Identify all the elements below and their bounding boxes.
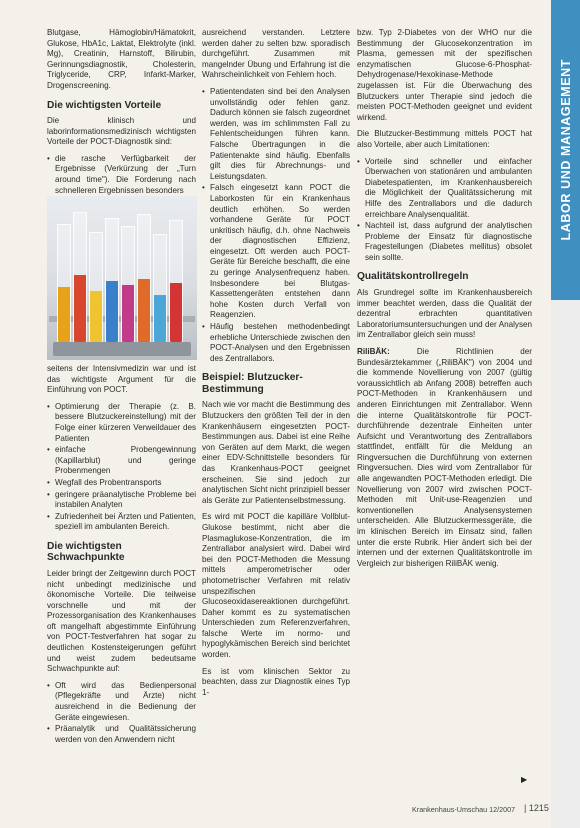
advantages-intro: Die klinisch und laborinformationsmedizinisch wichtigsten Vorteile der POCT-Diagnostik sind: xyxy=(47,116,196,147)
sidebar-strip xyxy=(551,0,580,828)
list-item: • geringere präanalytische Probleme bei instabilen Analyten xyxy=(47,490,196,511)
sidebar-title: LABOR UND MANAGEMENT xyxy=(558,59,573,241)
list-item: • Wegfall des Probentransports xyxy=(47,478,196,489)
limitations-intro: Die Blutzucker-Bestimmung mittels POCT hat also Vorteile, aber auch Limitationen: xyxy=(357,129,532,149)
advantages-list-part1 xyxy=(47,154,196,196)
column-3 xyxy=(357,28,532,575)
example-paragraph-1: Nach wie vor macht die Bestimmung des Blutzuckers den größten Teil der in den Krankenhäusern eingesetzten POCT-Bestimmungen aus. Dabei ist eine Reihe von Geräten auf dem Markt, die wegen einer EDV-Schnittstelle besonders für das Krankenhaus-POCT geeignet erscheinen. Sie sind jedoch zur analytischen Sicht nicht prinzipiell besser als Geräte zur Patientenselbstmessung. xyxy=(202,400,350,505)
list-item: • Präanalytik und Qualitätssicherung werden von den Anwendern nicht xyxy=(47,724,196,745)
list-item: • Falsch eingesetzt kann POCT die Laborkosten für ein Krankenhaus deutlich erhöhen. So werden vorhandene Geräte für POCT unkritisch häufig, d.h. ohne Nachweis der diagnostischen Effizienz, eingesetzt. Oft werden auch POCT-Geräte für Bereiche beschafft, die eine zu geringe Analysenfrequenz haben. Insbesondere bei Blutgas-Kassettengeräten entstehen dann hohe Kosten durch Verfall von Reagenzien. xyxy=(202,183,350,321)
quality-paragraph: Als Grundregel sollte im Krankenhausbereich immer beachtet werden, dass die Qualität der dezentral erbrachten quantitativen Laboratoriumsuntersuchungen und der Analysen im Zentrallabor gleich sein muss! xyxy=(357,287,532,340)
list-item: • Oft wird das Bedienpersonal (Pflegekräfte und Ärzte) nicht ausreichend in die Bedienung der Geräte eingewiesen. xyxy=(47,681,196,723)
test-tube xyxy=(121,226,135,346)
column-2 xyxy=(202,28,350,704)
test-tube xyxy=(89,232,103,346)
rilibaek-text: Die Richtlinien der Bundesärztekammer („RiliBÄK") von 2004 und die kommende Novellierung von 2007 (gültig voraussichtlich ab Anfang 2008) betreffen auch POCT-Methoden in Krankenhäusern und anderen Einrichtungen mit Zentrallabor. Wenn die interne Qualitätskontrolle für POCT-durchführende dezentrale Einheiten unter Aufsicht und Verantwortung des Zentrallabors stattfindet, entfällt für die Meldung an Ringversuchen die Durchführung von externen Ringversuchen. Dies wird vom Zentrallabor für alle angewandten POCT-Methoden erledigt. Die Novellierung von 2007 wird zwischen POCT-Methoden mit Unit-use-Reagenzien und konventionellen Analysensystemen unterscheiden. Alle Blutzuckermessgeräte, die im klinischen Bereich im Einsatz sind, fallen unter die erste Rubrik. Hier ändert sich bei der internen und der externen Qualitätskontrolle im Vergleich zur bisherigen RiliBÄK wenig. xyxy=(357,346,532,568)
list-item: • die rasche Verfügbarkeit der Ergebnisse (Verkürzung der „Turn around time"). Die Forderung nach schnelleren Ergebnissen besonders xyxy=(47,154,196,196)
test-tube xyxy=(73,212,87,346)
rilibaek-paragraph xyxy=(357,347,532,569)
intro-paragraph: Blutgase, Hämoglobin/Hämatokrit, Glukose, HbA1c, Laktat, Elektrolyte (inkl. Mg), Creatinin, Harnstoff, Bilirubin, Gerinnungsdiagnostik, Cholesterin, Triglyceride, CRP, Infarkt-Marker, Drogenscreening. xyxy=(47,28,196,90)
advantage-continuation: seitens der Intensivmedizin war und ist das wichtigste Argument für die Einführung von POCT. xyxy=(47,364,196,395)
test-tube xyxy=(169,220,183,346)
advantages-list-part2 xyxy=(47,402,196,533)
heading-weaknesses: Die wichtigsten Schwachpunkte xyxy=(47,540,125,564)
heading-example: Beispiel: Blutzucker-Bestimmung xyxy=(202,372,303,395)
test-tube xyxy=(153,234,167,346)
heading-advantages: Die wichtigsten Vorteile xyxy=(47,99,162,111)
heading-quality: Qualitätskontrollregeln xyxy=(357,271,469,283)
weaknesses-intro: Leider bringt der Zeitgewinn durch POCT nicht unbedingt medizinische und ökonomische Vorteile. Die teilweise vorschnelle und mit der Prozessorganisation des Krankenhauses oft mangelhaft abgestimmte Einführung von POCT-Testverfahren hat sogar zu deutlichen Kostensteigerungen geführt und weist zudem bedeutsame Schwachpunkte auf: xyxy=(47,568,196,674)
list-item: • Patientendaten sind bei den Analysen unvollständig oder fehlen ganz. Dadurch können sie falsch zugeordnet werden, was im schlimmsten Fall zu Fehlentscheidungen führen kann. Falsche Übertragungen in die Patientenakte sind häufig. Ebenfalls gilt dies für Abrechnungs- und Leistungsdaten. xyxy=(202,87,350,182)
list-item: • einfache Probengewinnung (Kapillarblut) und geringe Probenmengen xyxy=(47,445,196,477)
weaknesses-list-cont xyxy=(202,87,350,364)
list-item: • Zufriedenheit bei Ärzten und Patienten, speziell im ambulanten Bereich. xyxy=(47,512,196,533)
column-1-upper xyxy=(47,28,196,202)
list-item: • Nachteil ist, dass aufgrund der analytischen Probleme der Einsatz für diagnostische Fragestellungen (Diabetes mellitus) obsolet sein sollte. xyxy=(357,221,532,263)
continue-arrow-icon: ▶ xyxy=(521,775,528,784)
list-item: • Optimierung der Therapie (z. B. bessere Blutzuckereinstellung) mit der Folge einer kürzeren Verweildauer des Patienten xyxy=(47,402,196,444)
column-1-lower xyxy=(47,364,196,751)
pros-cons-list xyxy=(357,157,532,264)
diabetes-paragraph: bzw. Typ 2-Diabetes von der WHO nur die Bestimmung der Glucosekonzentration im Plasma, gemessen mit der spezifischen enzymatischen Glucose-6-Phosphat-Dehydrogenase/Hexokinase-Methode zugelassen ist. Für die Überwachung des Blutzuckers unter Therapie sind jedoch die meisten POCT-Methoden geeignet und evident wirkend. xyxy=(357,28,532,122)
page-number: | 1215 xyxy=(524,803,549,813)
example-paragraph-2: Es wird mit POCT die kapilläre Vollblut-Glukose bestimmt, nicht aber die Plasmaglukose-Konzentration, die im Zentrallabor analysiert wird. Dabei wird bei den POCT-Methoden die Messung mittels amperometrischer oder photometrischer Verfahren mit relativ unspezifischen Glucoseoxidasereaktionen durchgeführt. Daher kommt es zu systematischen Unterschieden zum Referenzverfahren, falsche Werte im normo- und hypoglykämischen Bereich sind berichtet worden. xyxy=(202,512,350,660)
test-tube xyxy=(105,218,119,346)
weakness-continuation: ausreichend verstanden. Letztere werden daher zu selten bzw. sporadisch durchgeführt. Zusammen mit mangelnder Übung und Erfahrung ist die Wahrscheinlichkeit von Fehlern hoch. xyxy=(202,28,350,80)
tube-rack xyxy=(53,342,191,356)
test-tubes-photo xyxy=(47,196,197,360)
footer-journal: Krankenhaus-Umschau 12/2007 xyxy=(412,805,516,814)
rilibaek-lead: RiliBÄK: xyxy=(357,346,390,356)
list-item: • Vorteile sind schneller und einfacher Überwachen von stationären und ambulanten Diabetespatienten, im Krankenhausbereich die Möglichkeit der Qualitätssicherung mit Hilfe des Zentrallabors und die dadurch erreichbare Analysenqualität. xyxy=(357,157,532,221)
example-paragraph-3: Es ist vom klinischen Sektor zu beachten, dass zur Diagnostik eines Typ 1- xyxy=(202,666,350,697)
weaknesses-list xyxy=(47,681,196,746)
sidebar-title-wrap xyxy=(551,0,580,300)
test-tube xyxy=(137,214,151,346)
test-tube xyxy=(57,224,71,346)
list-item: • Häufig bestehen methodenbedingt erhebliche Unterschiede zwischen den POCT-Analysen und den Ergebnissen des Zentrallabors. xyxy=(202,322,350,364)
